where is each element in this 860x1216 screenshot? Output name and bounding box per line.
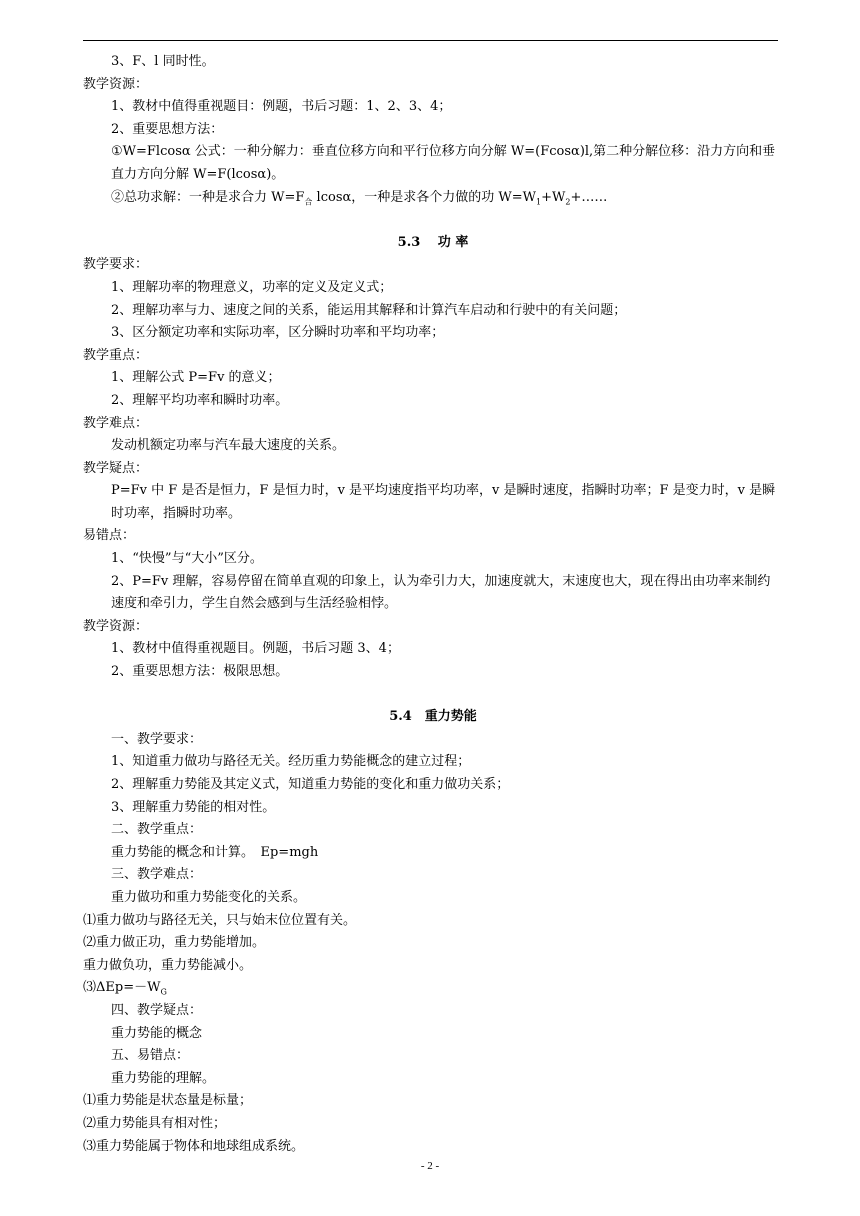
text-line: 重力做功和重力势能变化的关系。 [111,889,307,905]
text-line: 1、教材中值得重视题目：例题，书后习题：1、2、3、4； [111,99,452,115]
text-line: 2、重要思想方法：极限思想。 [111,664,289,680]
subheading: 五、易错点： [111,1048,190,1064]
text-line: ⑴重力势能是状态量是标量； [83,1093,253,1109]
text-line: 2、重要思想方法： [111,121,224,137]
text-paragraph: P=Fv 中 F 是否是恒力，F 是恒力时，v 是平均速度指平均功率，v 是瞬时速度，指瞬时功率；F 是变力时，v 是瞬时功率，指瞬时功率。 [111,483,776,521]
text-line: 3、F、l 同时性。 [111,54,215,69]
text-line: 1、理解公式 P=Fv 的意义； [111,370,281,386]
section-title-5-4: 5.4 重力势能 [389,709,477,725]
text-line: 重力做负功，重力势能减小。 [83,957,253,973]
text-part: ②总功求解：一种是求合力 W=F [111,189,305,205]
text-line: 发动机额定功率与汽车最大速度的关系。 [111,438,346,454]
subheading: 二、教学重点： [111,822,203,838]
section-label: 易错点： [83,528,136,544]
subheading: 四、教学疑点： [111,1002,203,1018]
text-line: 2、理解功率与力、速度之间的关系，能运用其解释和计算汽车启动和行驶中的有关问题； [111,302,627,318]
text-line: ⑵重力势能具有相对性； [83,1115,227,1131]
subscript: 1 [536,197,542,207]
section-label: 教学重点： [83,347,149,363]
subscript: 2 [565,197,571,207]
section-label: 教学资源： [83,618,149,634]
section-title-5-3: 5.3 功 率 [397,234,469,250]
document-page [83,51,783,1158]
label-teaching-resources: 教学资源： [83,76,149,92]
text-line: 1、教材中值得重视题目。例题，书后习题 3、4； [111,641,400,657]
section-label: 教学难点： [83,415,149,431]
section-label: 教学疑点： [83,460,149,476]
section-label: 教学要求： [83,257,149,273]
subscript: G [160,987,167,997]
subheading: 三、教学难点： [111,867,203,883]
text-part: lcosα，一种是求各个力做的功 W=W [312,189,537,205]
formula-text: ①W=Flcosα 公式：一种分解力：垂直位移方向和平行位移方向分解 W=(Fcosα)l,第二种分解位移：沿力方向和垂直力方向分解 W=F(lcosα)。 [111,144,776,182]
text-line: 1、“快慢”与“大小”区分。 [111,551,263,567]
text-paragraph: 2、P=Fv 理解，容易停留在简单直观的印象上，认为牵引力大，加速度就大，末速度也大，现在得出由功率来制约速度和牵引力，学生自然会感到与生活经验相悖。 [111,573,771,612]
text-line: 重力势能的概念和计算。 Ep=mgh [111,844,319,860]
text-line: 3、区分额定功率和实际功率，区分瞬时功率和平均功率； [111,325,445,341]
text-part: +…… [570,189,608,205]
text-line: ⑵重力做正功，重力势能增加。 [83,935,266,951]
text-line: 1、理解功率的物理意义，功率的定义及定义式； [111,279,393,295]
text-line: 重力势能的理解。 [111,1070,216,1086]
text-line: ⑶重力势能属于物体和地球组成系统。 [83,1138,305,1154]
total-work-line [83,187,783,210]
formula-line [83,977,783,1000]
text-line: 重力势能的概念 [111,1025,203,1041]
subheading: 一、教学要求： [111,731,203,747]
subscript: 合 [304,197,313,207]
text-part: ⑶ΔEp=－W [83,980,161,996]
header-rule [83,40,778,41]
text-line: 1、知道重力做功与路径无关。经历重力势能概念的建立过程； [111,754,471,770]
text-line: 2、理解重力势能及其定义式，知道重力势能的变化和重力做功关系； [111,777,510,792]
text-line: 2、理解平均功率和瞬时功率。 [111,392,289,408]
formula-paragraph [83,141,783,186]
text-part: +W [541,189,566,205]
text-line: 3、理解重力势能的相对性。 [111,799,276,815]
page-number: - 2 - [420,1160,440,1172]
text-line: ⑴重力做功与路径无关，只与始末位位置有关。 [83,912,357,928]
